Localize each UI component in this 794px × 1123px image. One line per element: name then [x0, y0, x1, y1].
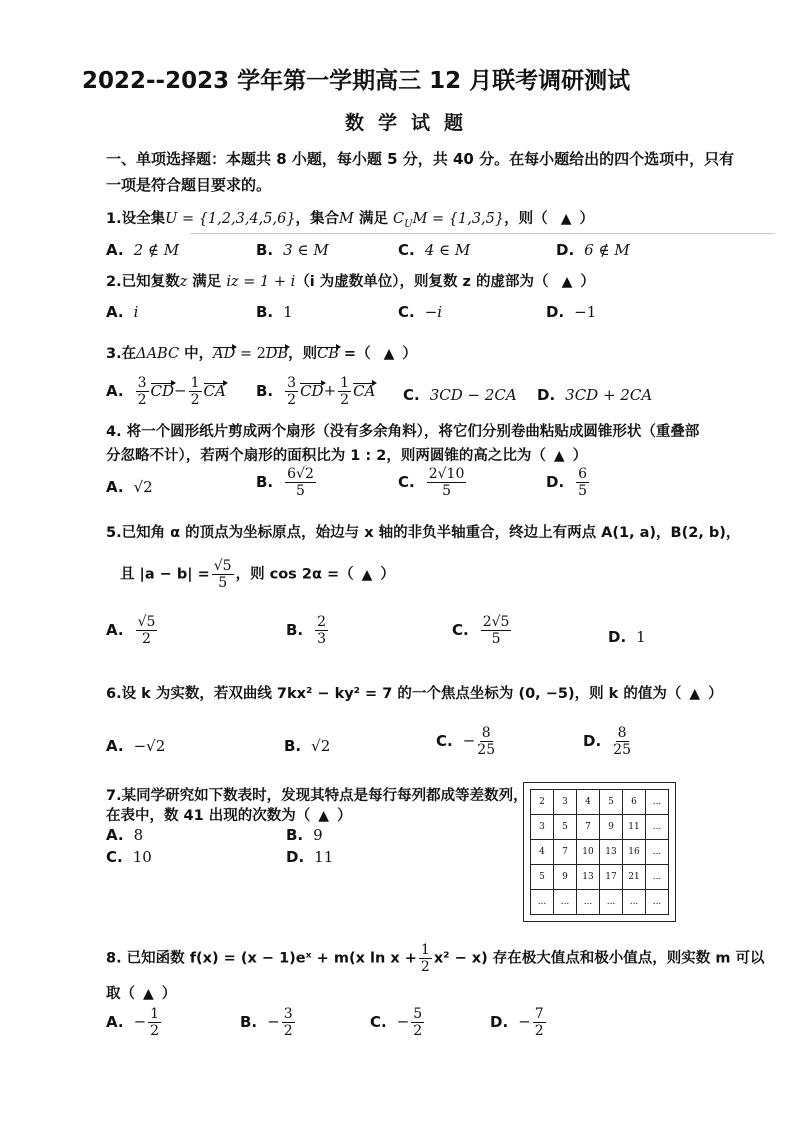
q2-option-d[interactable]: D. −1 [546, 303, 597, 321]
q1-option-b[interactable]: B. 3 ∈ M [256, 241, 329, 259]
question-8-line1: 8. 已知函数 f(x) = (x − 1)eˣ + m(x ln x + $\frac{1}{2}$ x² − x) 存在极大值点和极小值点，则实数 m 可以 [106, 942, 765, 976]
table-row: 3 5 7 9 11 ... [531, 815, 669, 840]
question-3: 3.在ΔABC 中，AD = 2DB，则CB =（ ▲ ） [106, 346, 417, 362]
q7-option-b[interactable]: B. 9 [286, 826, 323, 844]
question-1: 1.设全集U = {1,2,3,4,5,6}，集合M 满足 $C_UM = \{1,3,5\}$，则（ ▲ ） [106, 211, 594, 230]
q4-option-b[interactable]: B. $\frac{6√2}{5}$ [256, 466, 314, 500]
q8-option-b[interactable]: B. − $\frac{3}{2}$ [240, 1006, 293, 1040]
q2-option-c[interactable]: C. −i [398, 303, 443, 321]
question-5-line2: 且 |a − b| = $\frac{√5}{5}$ ，则 cos 2α =（ ▲ ） [120, 558, 395, 592]
q1-option-a[interactable]: A. 2 ∉ M [106, 241, 180, 259]
q5-option-d[interactable]: D. 1 [608, 628, 646, 646]
page-subtitle: 数学试题 [345, 112, 478, 134]
q7-option-d[interactable]: D. 11 [286, 848, 334, 866]
q4-option-d[interactable]: D. $\frac{6}{5}$ [546, 466, 588, 500]
q8-option-d[interactable]: D. − $\frac{7}{2}$ [490, 1006, 544, 1040]
q5-option-b[interactable]: B. $\frac{2}{3}$ [286, 614, 327, 648]
q5-option-a[interactable]: A. $\frac{√5}{2}$ [106, 614, 156, 648]
q2-option-b[interactable]: B. 1 [256, 303, 293, 321]
q7-option-c[interactable]: C. 10 [106, 848, 152, 866]
question-7-line2: 在表中，数 41 出现的次数为（ ▲ ） [106, 808, 352, 824]
q6-option-d[interactable]: D. $\frac{8}{25}$ [583, 725, 631, 759]
divider [190, 233, 775, 234]
question-8-line2: 取（ ▲ ） [106, 986, 177, 1002]
answer-triangle-icon: ▲ [383, 346, 395, 362]
question-4-line1: 4. 将一个圆形纸片剪成两个扇形（没有多余角料），将它们分别卷曲粘贴成圆锥形状（重叠部 [106, 424, 700, 440]
answer-triangle-icon: ▲ [560, 211, 572, 227]
q4-option-c[interactable]: C. $\frac{2√10}{5}$ [398, 466, 465, 500]
table-row: ... ... ... ... ... ... [531, 890, 669, 915]
question-5-line1: 5.已知角 α 的顶点为坐标原点，始边与 x 轴的非负半轴重合，终边上有两点 A(1, a)，B(2, b)， [106, 525, 741, 541]
table-row: 4 7 10 13 16 ... [531, 840, 669, 865]
table-row: 2 3 4 5 6 ... [531, 790, 669, 815]
q3-option-a[interactable]: A. $\frac{3}{2}$ CD− $\frac{1}{2}$ CA [106, 375, 226, 409]
table-row: 5 9 13 17 21 ... [531, 865, 669, 890]
q2-option-a[interactable]: A. i [106, 303, 139, 321]
section-heading-line1: 一、单项选择题：本题共 8 小题，每小题 5 分，共 40 分。在每小题给出的四个选项中，只有 [106, 150, 735, 168]
q6-option-b[interactable]: B. √2 [284, 737, 331, 755]
answer-triangle-icon: ▲ [361, 566, 373, 583]
q3-option-d[interactable]: D. 3CD + 2CA [537, 386, 653, 404]
q1-option-c[interactable]: C. 4 ∈ M [398, 241, 471, 259]
q3-option-c[interactable]: C. 3CD − 2CA [403, 386, 517, 404]
answer-triangle-icon: ▲ [318, 808, 330, 824]
q3-option-b[interactable]: B. $\frac{3}{2}$ CD+ $\frac{1}{2}$ CA [256, 375, 376, 409]
q5-option-c[interactable]: C. $\frac{2√5}{5}$ [452, 614, 510, 648]
answer-triangle-icon: ▲ [689, 686, 701, 702]
vector-cb: CB [317, 346, 339, 362]
section-heading-line2: 一项是符合题目要求的。 [106, 176, 272, 194]
q4-option-a[interactable]: A. √2 [106, 478, 153, 496]
answer-triangle-icon: ▲ [553, 448, 565, 464]
question-7-line1: 7.某同学研究如下数表时，发现其特点是每行每列都成等差数列， [106, 788, 528, 804]
question-4-line2: 分忽略不计），若两个扇形的面积比为 1 : 2，则两圆锥的高之比为（ ▲ ） [106, 448, 588, 464]
answer-triangle-icon: ▲ [561, 274, 573, 290]
question-6: 6.设 k 为实数，若双曲线 7kx² − ky² = 7 的一个焦点坐标为 (0, −5)，则 k 的值为（ ▲ ） [106, 686, 723, 702]
q6-option-c[interactable]: C. − $\frac{8}{25}$ [436, 725, 496, 759]
question-2: 2.已知复数z 满足 iz = 1 + i（i 为虚数单位），则复数 z 的虚部为（ ▲ ） [106, 274, 595, 290]
vector-ad: AD [213, 346, 236, 362]
q7-option-a[interactable]: A. 8 [106, 826, 144, 844]
q8-option-c[interactable]: C. − $\frac{5}{2}$ [370, 1006, 423, 1040]
answer-triangle-icon: ▲ [143, 986, 154, 1002]
page-title: 2022--2023 学年第一学期高三 12 月联考调研测试 [82, 68, 631, 94]
vector-db: DB [265, 346, 289, 362]
q6-option-a[interactable]: A. −√2 [106, 737, 166, 755]
q1-option-d[interactable]: D. 6 ∉ M [556, 241, 630, 259]
q8-option-a[interactable]: A. − $\frac{1}{2}$ [106, 1006, 160, 1040]
number-table [530, 789, 669, 915]
